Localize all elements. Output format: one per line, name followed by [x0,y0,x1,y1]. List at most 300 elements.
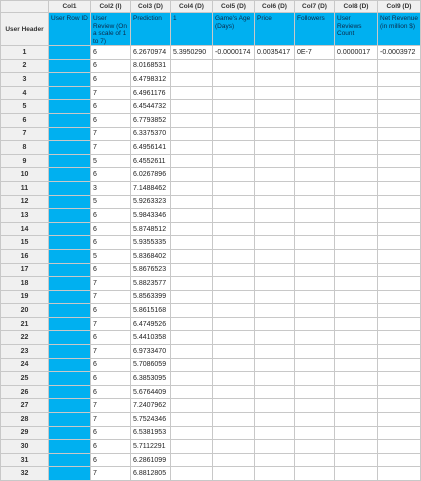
user-row-id-cell[interactable] [49,413,91,427]
data-cell[interactable] [213,168,255,182]
data-cell[interactable] [295,385,335,399]
data-cell[interactable] [171,127,213,141]
data-cell[interactable] [171,331,213,345]
user-row-id-cell[interactable] [49,100,91,114]
user-row-id-cell[interactable] [49,59,91,73]
user-row-id-cell[interactable] [49,141,91,155]
data-cell[interactable]: 5.9355335 [131,236,171,250]
data-cell[interactable] [255,440,295,454]
data-cell[interactable] [295,263,335,277]
data-cell[interactable] [295,168,335,182]
data-cell[interactable]: 8.0168531 [131,59,171,73]
data-cell[interactable]: 6 [91,100,131,114]
data-cell[interactable] [171,277,213,291]
row-number[interactable]: 24 [1,358,49,372]
user-row-id-cell[interactable] [49,113,91,127]
data-cell[interactable] [213,113,255,127]
data-cell[interactable] [378,195,421,209]
data-cell[interactable] [335,222,378,236]
data-cell[interactable] [295,304,335,318]
data-cell[interactable]: 6 [91,59,131,73]
data-cell[interactable] [255,59,295,73]
row-number[interactable]: 2 [1,59,49,73]
data-cell[interactable] [378,222,421,236]
row-number[interactable]: 20 [1,304,49,318]
data-cell[interactable] [295,127,335,141]
data-cell[interactable] [213,426,255,440]
data-cell[interactable] [213,127,255,141]
data-cell[interactable]: 7 [91,277,131,291]
data-cell[interactable]: 5 [91,249,131,263]
user-row-id-cell[interactable] [49,236,91,250]
data-cell[interactable] [295,222,335,236]
row-number[interactable]: 22 [1,331,49,345]
data-cell[interactable]: 6 [91,168,131,182]
data-cell[interactable]: 0E-7 [295,46,335,60]
data-cell[interactable] [171,181,213,195]
data-cell[interactable]: 6.3375370 [131,127,171,141]
data-cell[interactable]: 6 [91,73,131,87]
row-number[interactable]: 28 [1,413,49,427]
column-label[interactable]: User Reviews Count [335,13,378,46]
data-cell[interactable]: 7 [91,345,131,359]
data-cell[interactable]: 6 [91,358,131,372]
data-cell[interactable] [295,290,335,304]
data-cell[interactable] [255,127,295,141]
data-cell[interactable]: 5.6764409 [131,385,171,399]
data-cell[interactable] [213,385,255,399]
data-cell[interactable]: 7 [91,86,131,100]
data-cell[interactable] [378,440,421,454]
user-row-id-cell[interactable] [49,467,91,481]
row-number[interactable]: 17 [1,263,49,277]
data-cell[interactable] [335,345,378,359]
data-cell[interactable] [335,127,378,141]
row-number[interactable]: 31 [1,453,49,467]
data-cell[interactable] [213,100,255,114]
data-cell[interactable] [378,290,421,304]
data-cell[interactable] [295,317,335,331]
row-number[interactable]: 3 [1,73,49,87]
data-cell[interactable] [378,263,421,277]
data-cell[interactable] [378,358,421,372]
data-cell[interactable] [295,100,335,114]
data-cell[interactable] [335,100,378,114]
data-cell[interactable] [295,467,335,481]
row-number[interactable]: 23 [1,345,49,359]
data-cell[interactable] [213,154,255,168]
data-cell[interactable]: 6.3853095 [131,372,171,386]
data-cell[interactable] [378,113,421,127]
data-cell[interactable] [335,113,378,127]
data-cell[interactable] [335,426,378,440]
data-cell[interactable] [255,399,295,413]
row-number[interactable]: 25 [1,372,49,386]
data-cell[interactable] [255,290,295,304]
column-header[interactable]: Col8 (D) [335,1,378,13]
column-label[interactable]: Prediction [131,13,171,46]
data-cell[interactable] [255,73,295,87]
data-cell[interactable] [213,141,255,155]
user-row-id-cell[interactable] [49,86,91,100]
data-cell[interactable]: 5.7112291 [131,440,171,454]
row-number[interactable]: 11 [1,181,49,195]
data-cell[interactable] [378,181,421,195]
data-cell[interactable] [378,372,421,386]
user-row-id-cell[interactable] [49,195,91,209]
data-cell[interactable] [295,86,335,100]
user-row-id-cell[interactable] [49,263,91,277]
data-cell[interactable] [213,59,255,73]
data-cell[interactable] [378,86,421,100]
column-label[interactable]: Followers [295,13,335,46]
row-number[interactable]: 10 [1,168,49,182]
user-row-id-cell[interactable] [49,46,91,60]
data-cell[interactable] [255,263,295,277]
data-cell[interactable] [213,290,255,304]
data-cell[interactable]: 6 [91,372,131,386]
data-cell[interactable] [378,426,421,440]
data-cell[interactable] [171,168,213,182]
user-row-id-cell[interactable] [49,154,91,168]
data-cell[interactable] [335,304,378,318]
data-cell[interactable] [295,209,335,223]
data-cell[interactable] [255,100,295,114]
data-cell[interactable] [213,181,255,195]
data-cell[interactable] [171,317,213,331]
row-number[interactable]: 30 [1,440,49,454]
data-cell[interactable] [295,413,335,427]
data-cell[interactable]: 6.2670974 [131,46,171,60]
data-cell[interactable] [171,413,213,427]
data-cell[interactable] [213,236,255,250]
data-cell[interactable] [335,209,378,223]
data-cell[interactable] [335,331,378,345]
data-cell[interactable] [255,236,295,250]
column-label[interactable]: Price [255,13,295,46]
user-row-id-cell[interactable] [49,304,91,318]
data-cell[interactable] [255,113,295,127]
column-header[interactable]: Col3 (D) [131,1,171,13]
data-cell[interactable]: 5.8563399 [131,290,171,304]
data-cell[interactable]: 7 [91,317,131,331]
data-cell[interactable] [378,453,421,467]
data-cell[interactable] [213,73,255,87]
data-cell[interactable]: 6.4544732 [131,100,171,114]
data-cell[interactable] [171,263,213,277]
data-cell[interactable]: 5.8748512 [131,222,171,236]
row-number[interactable]: 7 [1,127,49,141]
data-cell[interactable] [255,304,295,318]
row-number[interactable]: 9 [1,154,49,168]
data-cell[interactable]: 6.4956141 [131,141,171,155]
data-cell[interactable] [335,181,378,195]
row-number[interactable]: 18 [1,277,49,291]
data-cell[interactable] [213,195,255,209]
data-cell[interactable] [378,249,421,263]
data-cell[interactable] [255,385,295,399]
data-cell[interactable] [378,277,421,291]
user-row-id-cell[interactable] [49,440,91,454]
data-cell[interactable] [255,154,295,168]
data-cell[interactable] [378,317,421,331]
data-cell[interactable]: 5.8676523 [131,263,171,277]
data-cell[interactable]: 0.0000017 [335,46,378,60]
data-cell[interactable] [171,453,213,467]
data-cell[interactable]: 7.1488462 [131,181,171,195]
data-cell[interactable] [335,59,378,73]
data-cell[interactable]: 5.3950290 [171,46,213,60]
data-cell[interactable] [171,195,213,209]
data-cell[interactable]: 7 [91,467,131,481]
data-cell[interactable]: 5.4410358 [131,331,171,345]
data-cell[interactable] [378,73,421,87]
data-cell[interactable] [255,86,295,100]
column-label[interactable]: Net Revenue (in million $) [378,13,421,46]
data-cell[interactable]: 6.5381953 [131,426,171,440]
user-row-id-cell[interactable] [49,372,91,386]
data-cell[interactable] [295,154,335,168]
data-cell[interactable] [171,399,213,413]
data-cell[interactable] [335,317,378,331]
data-cell[interactable] [378,141,421,155]
data-cell[interactable] [335,413,378,427]
data-cell[interactable]: 6 [91,304,131,318]
column-label[interactable]: Game's Age (Days) [213,13,255,46]
data-cell[interactable] [295,141,335,155]
data-cell[interactable] [255,358,295,372]
user-row-id-cell[interactable] [49,181,91,195]
data-cell[interactable] [255,453,295,467]
data-cell[interactable] [295,331,335,345]
data-cell[interactable] [171,236,213,250]
data-cell[interactable]: 6 [91,113,131,127]
data-cell[interactable]: -0.0000174 [213,46,255,60]
data-cell[interactable] [171,440,213,454]
column-header[interactable]: Col9 (D) [378,1,421,13]
data-cell[interactable]: 5.9843346 [131,209,171,223]
row-number[interactable]: 6 [1,113,49,127]
data-cell[interactable] [378,331,421,345]
data-cell[interactable] [213,304,255,318]
data-cell[interactable]: 6 [91,331,131,345]
data-cell[interactable] [335,236,378,250]
data-cell[interactable] [171,100,213,114]
user-row-id-cell[interactable] [49,385,91,399]
data-cell[interactable] [335,467,378,481]
data-cell[interactable]: 5 [91,154,131,168]
data-cell[interactable] [171,249,213,263]
data-cell[interactable] [378,385,421,399]
data-cell[interactable]: 5.8823577 [131,277,171,291]
user-row-id-cell[interactable] [49,209,91,223]
data-cell[interactable]: 6.4552611 [131,154,171,168]
data-cell[interactable] [171,59,213,73]
column-header[interactable]: Col7 (D) [295,1,335,13]
data-cell[interactable] [378,127,421,141]
user-row-id-cell[interactable] [49,399,91,413]
column-header[interactable]: Col5 (D) [213,1,255,13]
data-cell[interactable] [295,426,335,440]
column-label[interactable]: User Row ID [49,13,91,46]
data-cell[interactable] [213,399,255,413]
data-cell[interactable] [295,345,335,359]
data-cell[interactable]: 6 [91,385,131,399]
data-cell[interactable]: 5.7524346 [131,413,171,427]
data-cell[interactable] [295,399,335,413]
data-cell[interactable] [378,209,421,223]
row-number[interactable]: 26 [1,385,49,399]
data-cell[interactable] [171,141,213,155]
data-cell[interactable] [335,440,378,454]
data-cell[interactable] [255,413,295,427]
data-cell[interactable] [335,399,378,413]
data-cell[interactable]: 6.2861099 [131,453,171,467]
data-cell[interactable] [213,331,255,345]
data-cell[interactable] [255,426,295,440]
data-cell[interactable]: 6.4961176 [131,86,171,100]
data-cell[interactable]: 7.2407962 [131,399,171,413]
column-header[interactable]: Col2 (I) [91,1,131,13]
row-number[interactable]: 32 [1,467,49,481]
column-label[interactable]: User Review (On a scale of 1 to 7) [91,13,131,46]
data-cell[interactable] [255,181,295,195]
data-cell[interactable]: 3 [91,181,131,195]
data-cell[interactable] [171,426,213,440]
data-cell[interactable] [213,317,255,331]
row-number[interactable]: 29 [1,426,49,440]
data-cell[interactable] [171,209,213,223]
data-cell[interactable] [378,236,421,250]
row-number[interactable]: 21 [1,317,49,331]
data-cell[interactable] [255,209,295,223]
row-number[interactable]: 13 [1,209,49,223]
data-cell[interactable]: 6 [91,263,131,277]
data-cell[interactable] [213,372,255,386]
data-cell[interactable] [255,277,295,291]
data-cell[interactable]: 7 [91,141,131,155]
data-cell[interactable] [213,440,255,454]
data-cell[interactable] [171,385,213,399]
user-row-id-cell[interactable] [49,453,91,467]
data-cell[interactable]: 5.8615168 [131,304,171,318]
column-header[interactable]: Col1 [49,1,91,13]
data-cell[interactable] [213,222,255,236]
data-cell[interactable]: 7 [91,127,131,141]
data-cell[interactable] [255,317,295,331]
data-cell[interactable] [335,372,378,386]
data-cell[interactable] [255,345,295,359]
data-cell[interactable]: 6 [91,236,131,250]
data-cell[interactable]: 6 [91,46,131,60]
data-cell[interactable] [295,181,335,195]
data-cell[interactable] [213,263,255,277]
data-cell[interactable] [255,168,295,182]
user-row-id-cell[interactable] [49,127,91,141]
data-cell[interactable] [335,168,378,182]
data-cell[interactable] [295,236,335,250]
column-label[interactable]: 1 [171,13,213,46]
data-cell[interactable] [255,222,295,236]
data-cell[interactable] [213,467,255,481]
data-cell[interactable]: 7 [91,290,131,304]
data-cell[interactable] [255,141,295,155]
data-cell[interactable] [295,440,335,454]
data-cell[interactable]: 5.8368402 [131,249,171,263]
column-header[interactable]: Col6 (D) [255,1,295,13]
data-cell[interactable] [171,73,213,87]
data-cell[interactable] [295,358,335,372]
user-row-id-cell[interactable] [49,290,91,304]
data-cell[interactable]: 6 [91,453,131,467]
data-cell[interactable] [295,113,335,127]
data-cell[interactable]: 5.7086059 [131,358,171,372]
user-row-id-cell[interactable] [49,222,91,236]
data-cell[interactable] [378,413,421,427]
data-cell[interactable] [255,467,295,481]
row-number[interactable]: 14 [1,222,49,236]
data-cell[interactable] [335,358,378,372]
data-cell[interactable]: 6.4749526 [131,317,171,331]
data-cell[interactable] [295,277,335,291]
data-cell[interactable]: 6.4798312 [131,73,171,87]
data-cell[interactable]: 7 [91,413,131,427]
data-cell[interactable] [335,263,378,277]
data-cell[interactable] [213,413,255,427]
data-cell[interactable] [255,249,295,263]
data-cell[interactable] [171,345,213,359]
data-cell[interactable]: -0.0003972 [378,46,421,60]
data-cell[interactable]: 5.9263323 [131,195,171,209]
row-number[interactable]: 16 [1,249,49,263]
data-cell[interactable] [295,372,335,386]
row-number[interactable]: 5 [1,100,49,114]
data-cell[interactable] [213,86,255,100]
data-cell[interactable] [335,290,378,304]
data-cell[interactable] [213,358,255,372]
row-number[interactable]: 8 [1,141,49,155]
data-cell[interactable] [171,222,213,236]
row-number[interactable]: 19 [1,290,49,304]
data-cell[interactable] [213,345,255,359]
data-cell[interactable] [335,277,378,291]
data-cell[interactable] [255,372,295,386]
data-cell[interactable]: 6 [91,222,131,236]
row-number[interactable]: 4 [1,86,49,100]
column-header[interactable]: Col4 (D) [171,1,213,13]
data-cell[interactable]: 0.0035417 [255,46,295,60]
data-cell[interactable] [171,86,213,100]
user-row-id-cell[interactable] [49,331,91,345]
user-row-id-cell[interactable] [49,249,91,263]
data-cell[interactable] [213,209,255,223]
data-cell[interactable]: 6 [91,426,131,440]
data-cell[interactable] [171,113,213,127]
row-number[interactable]: 27 [1,399,49,413]
data-cell[interactable] [295,195,335,209]
user-row-id-cell[interactable] [49,277,91,291]
data-cell[interactable] [295,453,335,467]
data-cell[interactable] [335,249,378,263]
row-number[interactable]: 1 [1,46,49,60]
data-cell[interactable] [335,385,378,399]
data-cell[interactable] [295,59,335,73]
user-row-id-cell[interactable] [49,358,91,372]
data-cell[interactable] [378,304,421,318]
data-cell[interactable] [171,154,213,168]
data-cell[interactable] [378,168,421,182]
data-cell[interactable]: 6.9733470 [131,345,171,359]
